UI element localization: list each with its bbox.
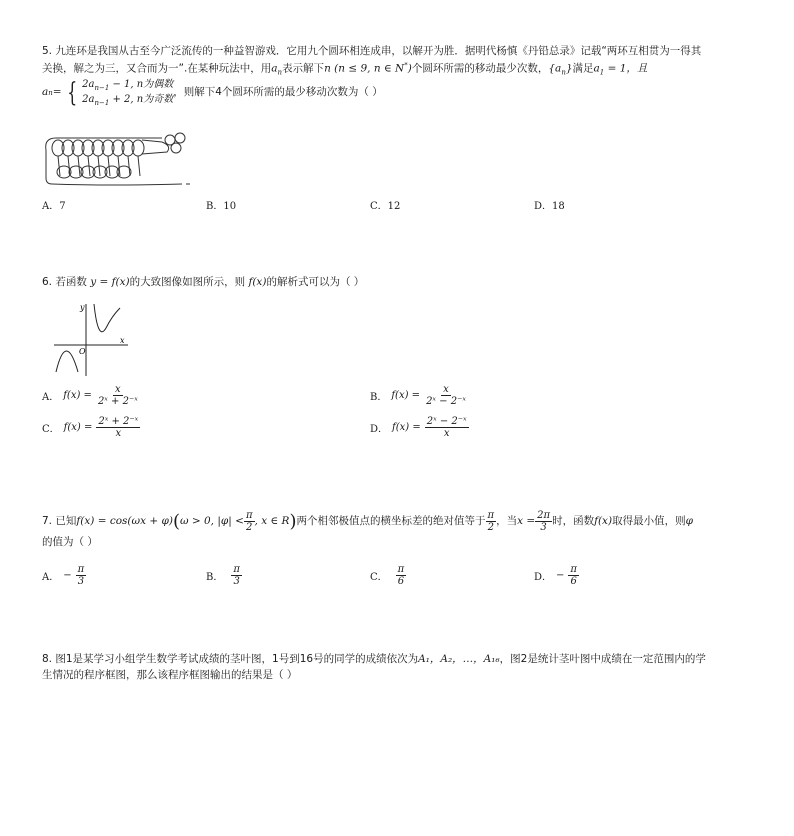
- graph-origin-label: O: [79, 347, 86, 356]
- question-8: [42, 652, 706, 684]
- piecewise-brace: { $2a_{n-1} - 1$, n为偶数 $2a_{n-1} + 2$, n为奇数: [66, 78, 174, 109]
- graph-x-label: x: [120, 336, 125, 345]
- q6-option-a[interactable]: A． f(x) = $\frac{x}{\text{2ˣ + 2⁻ˣ}}$: [42, 384, 138, 407]
- q5-piecewise: a n = { $2a_{n-1} - 1$, n为偶数 $2a_{n-1} + 2$, n为奇数 ，则解下4个圆环所需的最少移动次数为（ ）: [42, 78, 383, 109]
- q5-option-c[interactable]: C．12: [370, 201, 401, 212]
- question-5: [42, 44, 701, 109]
- q7-option-b[interactable]: B． $\frac{\pi}{3}$: [206, 564, 240, 587]
- q5-option-a[interactable]: A．7: [42, 201, 66, 212]
- q8-line1: 8. 图1是某学习小组学生数学考试成绩的茎叶图，1号到16号的同学的成绩依次为A₁，A₂，…，A₁₆，图2是统计茎叶图中成绩在一定范围内的学: [42, 653, 706, 665]
- q5-option-d[interactable]: D．18: [534, 201, 565, 212]
- q7-option-c[interactable]: C． $\frac{\pi}{6}$: [370, 564, 405, 587]
- q5-line2: 关换，解之为三，又合而为一”.在某种玩法中，用$a_n$表示解下n (n ≤ 9, n ∈ N*)个圆环所需的移动最少次数，$\{a_n\}$满足$a_1 = 1$，且: [42, 60, 648, 77]
- q8-line2: 生情况的程序框图，那么该程序框图输出的结果是（ ）: [42, 668, 298, 681]
- q7-line2: 的值为（ ）: [42, 536, 98, 548]
- function-graph: [52, 300, 132, 378]
- q6-option-d[interactable]: D． f(x) = $\frac{\text{2ˣ − 2⁻ˣ}}{x}$: [370, 416, 467, 439]
- q5-option-b[interactable]: B．10: [206, 201, 237, 212]
- q6-option-b[interactable]: B． f(x) = $\frac{x}{\text{2ˣ − 2⁻ˣ}}$: [370, 384, 466, 407]
- nine-rings-illustration: [42, 128, 192, 190]
- q5-line1: 5. 九连环是我国从古至今广泛流传的一种益智游戏．它用九个圆环相连成串，以解开为胜．据明代杨慎《丹铅总录》记载“两环互相贯为一得其: [42, 45, 702, 57]
- graph-y-label: y: [80, 303, 85, 312]
- q7-option-d[interactable]: D． − $\frac{\pi}{6}$: [534, 564, 577, 587]
- question-6: 6. 若函数 y = f(x)的大致图像如图所示，则 f(x)的解析式可以为（ ）: [42, 276, 365, 288]
- question-7: [42, 508, 693, 551]
- q7-option-a[interactable]: A． − $\frac{\pi}{3}$: [42, 564, 85, 587]
- q7-line1: 7. 已知 f(x) = cos(ωx + φ) ( ω > 0, |φ| < $\frac{\pi}{2}$ , x ∈ R ) 两个相邻极值点的横坐标差的绝对值等于 $\frac{\pi}{2}$ ，当 x = $\frac{2\pi}{3}$ 时，函数 f(x) 取得最小值，则 φ: [42, 510, 693, 533]
- q6-option-c[interactable]: C． f(x) = $\frac{\text{2ˣ + 2⁻ˣ}}{x}$: [42, 416, 139, 439]
